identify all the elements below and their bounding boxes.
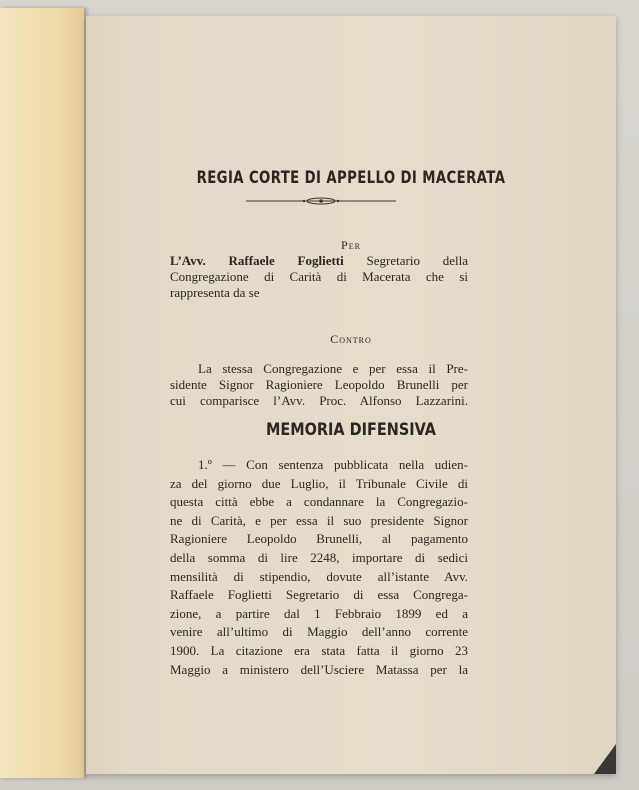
left-page-edge [0,8,85,778]
body-line: venire all’ultimo di Maggio dell’anno corrente [170,624,468,640]
per-line-3: rappresenta da se [170,285,260,300]
ornament-divider [246,196,396,206]
per-label: Per [341,238,361,252]
section-heading: MEMORIA DIFENSIVA [265,420,436,440]
body-line: zione, a partire dal 1 Febbraio 1899 ed a [170,605,468,621]
body-line: 1900. La citazione era stata fatta il giorno 23 [170,642,468,658]
document-page [86,16,616,774]
body-line: Ragioniere Leopoldo Brunelli, al pagamento [170,531,468,547]
page-corner-fold [594,744,616,774]
contro-label: Contro [330,332,372,346]
document-title: REGIA CORTE DI APPELLO DI MACERATA [196,168,506,188]
body-paragraph [170,456,468,679]
per-paragraph [170,253,468,301]
body-line: questa città ebbe a condannare la Congregazio- [170,494,468,510]
body-line: za del giorno due Luglio, il Tribunale Civile di [170,475,468,491]
body-line: Maggio a ministero dell’Usciere Matassa per la [170,661,468,677]
body-line: mensilità di stipendio, dovute all’istante Avv. [170,568,468,584]
contro-line-1: La stessa Congregazione e per essa il Pre- [198,361,468,376]
contro-line-3: cui comparisce l’Avv. Proc. Alfonso Lazzarini. [170,393,468,408]
per-line-1-rest: Segretario della [343,253,469,268]
contro-line-2: sidente Signor Ragioniere Leopoldo Brunelli per [170,377,468,392]
body-line: Raffaele Foglietti Segretario di essa Congrega- [170,587,468,603]
body-line: della somma di lire 2248, importare di sedici [170,549,468,565]
body-line: 1.º — Con sentenza pubblicata nella udien- [198,457,468,472]
per-line-2: Congregazione di Carità di Macerata che si [170,269,468,284]
body-line: ne di Carità, e per essa il suo presidente Signor [170,512,468,528]
per-bold-name: L’Avv. Raffaele Foglietti [170,253,344,268]
contro-paragraph [170,361,468,409]
per-line-1 [170,253,468,269]
